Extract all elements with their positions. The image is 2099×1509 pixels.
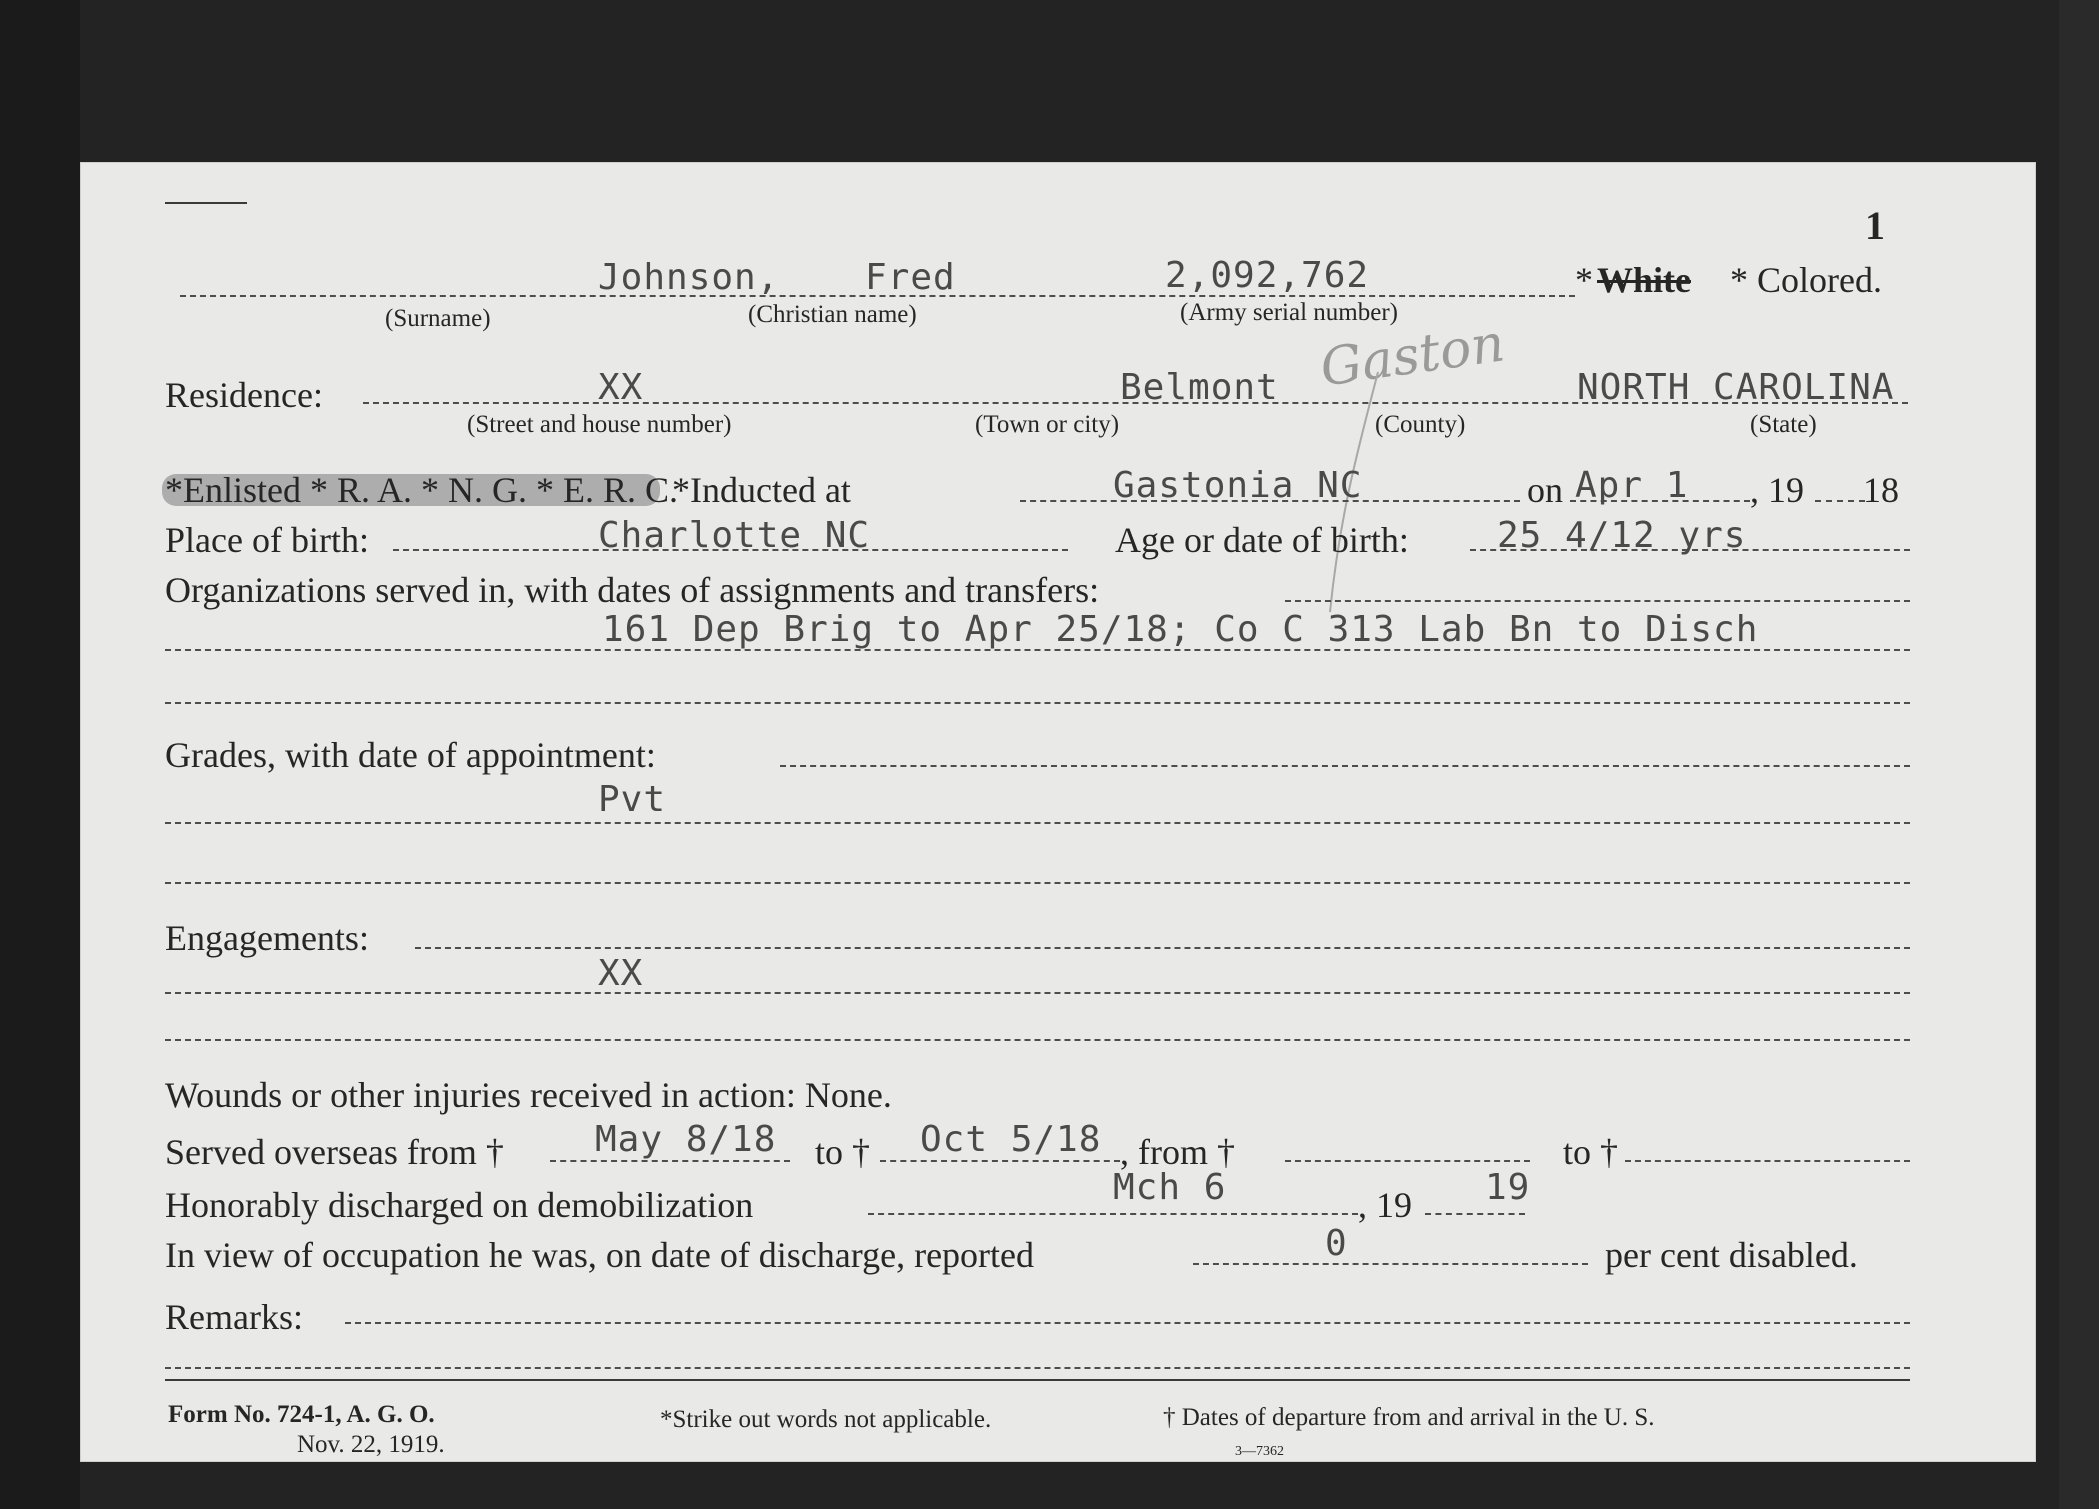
engagements-line-1 <box>415 947 1910 949</box>
white-label-struck: White <box>1597 260 1691 300</box>
residence-street-value: XX <box>598 367 644 408</box>
caption-county: (County) <box>1375 411 1466 438</box>
caption-town: (Town or city) <box>975 411 1120 438</box>
print-code: 3—7362 <box>1235 1444 1284 1459</box>
christian-name-value: Fred <box>865 257 956 298</box>
overseas-to-label: to † <box>815 1132 871 1172</box>
engagements-line-3 <box>165 1039 1910 1041</box>
age-value: 25 4/12 yrs <box>1497 515 1747 556</box>
overseas-to-value: Oct 5/18 <box>920 1119 1102 1160</box>
top-left-rule <box>165 202 247 204</box>
remarks-rule-bottom <box>165 1379 1910 1381</box>
remarks-line-1 <box>345 1322 1910 1324</box>
engagements-value: XX <box>598 953 644 994</box>
white-star: * <box>1575 260 1593 300</box>
inducted-year-value: 18 <box>1863 470 1899 510</box>
disability-line <box>1193 1263 1588 1265</box>
organizations-line-1 <box>1285 600 1910 602</box>
disability-suffix: per cent disabled. <box>1605 1235 1858 1275</box>
grades-label: Grades, with date of appointment: <box>165 735 656 775</box>
scan-background-right <box>2059 0 2099 1509</box>
organizations-line-3 <box>165 702 1910 704</box>
residence-state-value: NORTH CAROLINA <box>1577 367 1895 408</box>
caption-state: (State) <box>1750 411 1817 438</box>
service-record-card <box>80 162 2036 1462</box>
grades-value: Pvt <box>598 779 667 820</box>
strike-note: *Strike out words not applicable. <box>660 1406 992 1433</box>
colored-label: * Colored. <box>1730 260 1882 300</box>
organizations-value: 161 Dep Brig to Apr 25/18; Co C 313 Lab Bn to Disch <box>602 609 1759 650</box>
disability-value: 0 <box>1325 1223 1348 1264</box>
discharge-label: Honorably discharged on demobilization <box>165 1185 754 1225</box>
caption-street: (Street and house number) <box>467 411 732 438</box>
grades-line-1 <box>780 765 1910 767</box>
inducted-year-prefix: , 19 <box>1750 470 1804 510</box>
age-label: Age or date of birth: <box>1115 520 1409 560</box>
overseas-from2-label: , from † <box>1120 1132 1235 1172</box>
wounds-label: Wounds or other injuries received in action: None. <box>165 1075 892 1115</box>
residence-county-handwritten: Gaston <box>1316 313 1509 399</box>
overseas-from-value: May 8/18 <box>595 1119 777 1160</box>
overseas-from-line <box>550 1160 790 1162</box>
inducted-on-label: on <box>1527 470 1563 510</box>
remarks-line-2 <box>165 1367 1910 1369</box>
inducted-at-label: *Inducted at <box>672 470 851 510</box>
card-number: 1 <box>1865 203 1885 248</box>
overseas-to2-label: to † <box>1563 1132 1619 1172</box>
disability-label: In view of occupation he was, on date of discharge, reported <box>165 1235 1035 1275</box>
place-of-birth-label: Place of birth: <box>165 520 369 560</box>
discharge-year-line <box>1425 1213 1525 1215</box>
scan-background-left <box>0 0 80 1509</box>
place-of-birth-value: Charlotte NC <box>598 515 871 556</box>
inducted-place-value: Gastonia NC <box>1113 465 1363 506</box>
overseas-to2-line <box>1625 1160 1910 1162</box>
form-number: Form No. 724-1, A. G. O. <box>168 1401 435 1428</box>
discharge-date-line <box>868 1213 1358 1215</box>
enlisted-options-struck: *Enlisted * R. A. * N. G. * E. R. C. <box>165 470 679 510</box>
remarks-label: Remarks: <box>165 1297 303 1337</box>
residence-label: Residence: <box>165 375 323 415</box>
caption-surname: (Surname) <box>385 305 491 332</box>
overseas-to-line <box>880 1160 1120 1162</box>
form-date: Nov. 22, 1919. <box>297 1431 445 1458</box>
dates-note: † Dates of departure from and arrival in the U. S. <box>1163 1404 1655 1431</box>
caption-christian-name: (Christian name) <box>748 301 917 328</box>
discharge-year-value: 19 <box>1485 1167 1531 1208</box>
organizations-label: Organizations served in, with dates of assignments and transfers: <box>165 570 1100 610</box>
army-serial-value: 2,092,762 <box>1165 255 1370 296</box>
overseas-from-label: Served overseas from † <box>165 1132 504 1172</box>
residence-town-value: Belmont <box>1120 367 1279 408</box>
discharge-year-prefix: , 19 <box>1358 1185 1412 1225</box>
discharge-date-value: Mch 6 <box>1113 1167 1227 1208</box>
engagements-label: Engagements: <box>165 918 369 958</box>
surname-value: Johnson, <box>598 257 780 298</box>
caption-army-serial: (Army serial number) <box>1180 299 1398 326</box>
grades-line-2 <box>165 822 1910 824</box>
grades-line-3 <box>165 882 1910 884</box>
overseas-from2-line <box>1285 1160 1530 1162</box>
inducted-date-value: Apr 1 <box>1575 465 1689 506</box>
inducted-year-line <box>1815 500 1865 502</box>
engagements-line-2 <box>165 992 1910 994</box>
